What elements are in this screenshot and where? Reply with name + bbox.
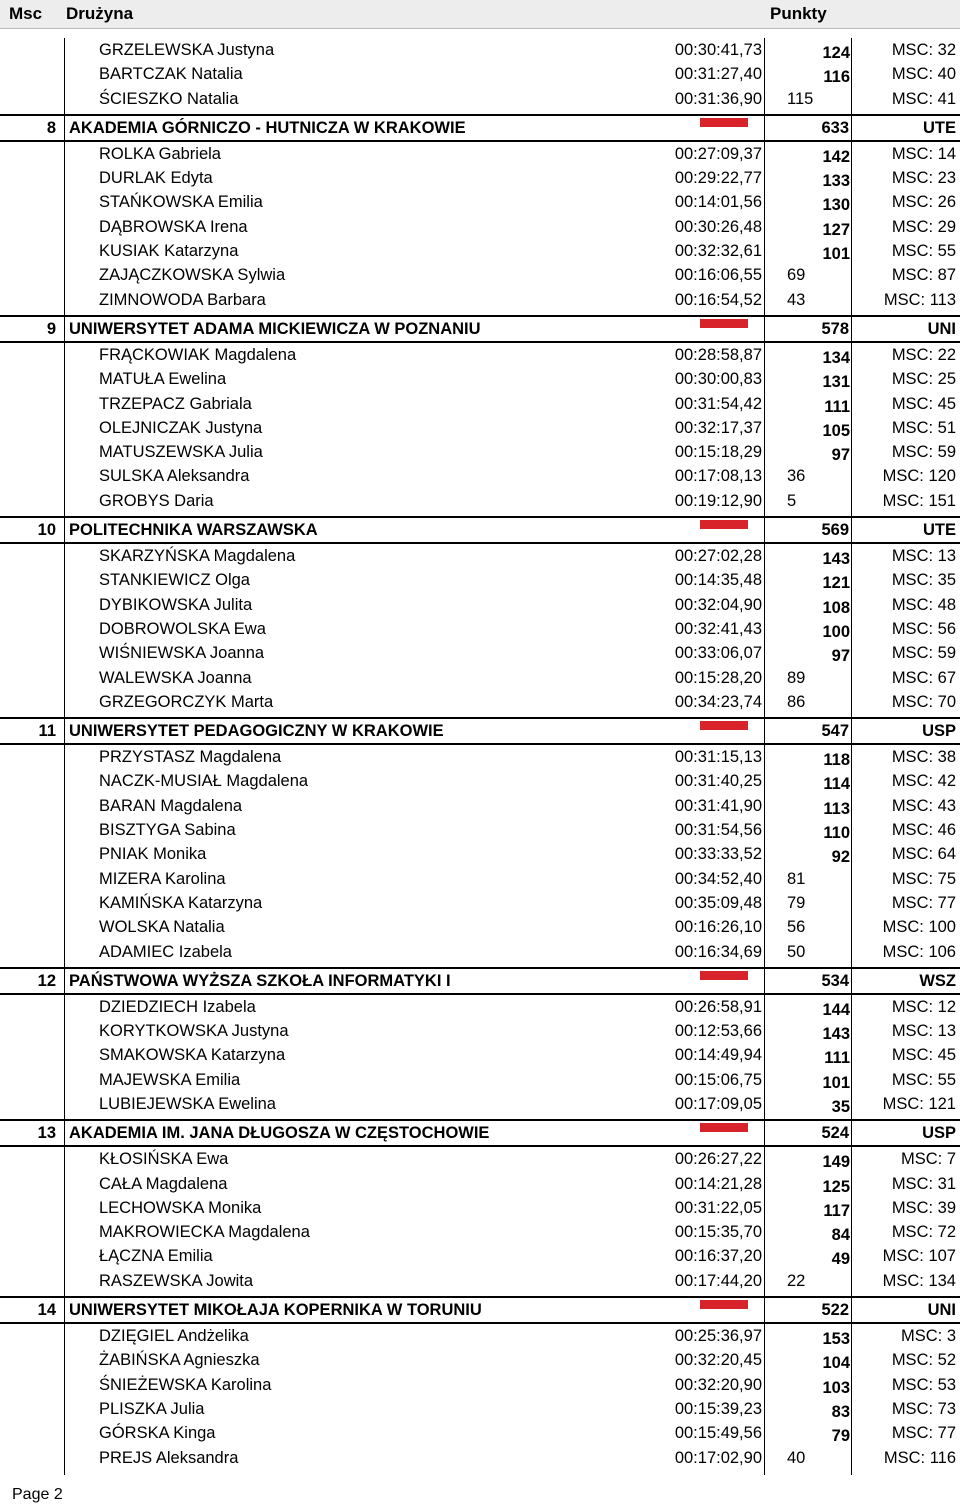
runner-place: MSC: 134 <box>882 1271 956 1290</box>
runner-place: MSC: 12 <box>891 997 956 1016</box>
runner-time: 00:14:49,94 <box>674 1046 762 1065</box>
runner-row <box>0 142 960 166</box>
runner-place: MSC: 31 <box>891 1174 956 1193</box>
team-row <box>0 114 960 142</box>
runner-place: MSC: 59 <box>891 644 956 663</box>
runner-place: MSC: 42 <box>891 772 956 791</box>
runner-points: 81 <box>787 869 806 888</box>
runner-points: 84 <box>831 1226 850 1245</box>
runner-time: 00:31:40,25 <box>674 772 762 791</box>
team-color-bar <box>700 1123 748 1132</box>
runner-name: SMAKOWSKA Katarzyna <box>99 1046 286 1065</box>
team-name: POLITECHNIKA WARSZAWSKA <box>69 521 318 540</box>
team-row <box>0 717 960 745</box>
runner-points: 89 <box>787 668 806 687</box>
runner-time: 00:15:28,20 <box>674 668 762 687</box>
runner-time: 00:31:15,13 <box>674 748 762 767</box>
runner-name: KAMIŃSKA Katarzyna <box>99 893 263 912</box>
runner-points: 111 <box>824 397 850 416</box>
runner-row <box>0 1348 960 1372</box>
runner-place: MSC: 26 <box>891 193 956 212</box>
runner-row <box>0 666 960 690</box>
runner-row <box>0 1421 960 1445</box>
runner-row <box>0 745 960 769</box>
runner-time: 00:25:36,97 <box>674 1327 762 1346</box>
runner-place: MSC: 51 <box>891 418 956 437</box>
runner-time: 00:15:39,23 <box>674 1399 762 1418</box>
runner-name: DĄBROWSKA Irena <box>99 217 248 236</box>
runner-place: MSC: 48 <box>891 595 956 614</box>
runner-row <box>0 392 960 416</box>
runner-points: 92 <box>831 848 850 867</box>
runner-points: 131 <box>822 373 850 392</box>
runner-points: 83 <box>831 1402 850 1421</box>
runner-row <box>0 593 960 617</box>
runner-name: ŚCIESZKO Natalia <box>99 89 239 108</box>
runner-time: 00:15:18,29 <box>674 443 762 462</box>
runner-time: 00:32:20,90 <box>674 1375 762 1394</box>
runner-place: MSC: 59 <box>891 443 956 462</box>
runner-name: KORYTKOWSKA Justyna <box>99 1022 289 1041</box>
runner-row <box>0 842 960 866</box>
team-name: UNIWERSYTET PEDAGOGICZNY W KRAKOWIE <box>69 722 444 741</box>
runner-name: KŁOSIŃSKA Ewa <box>99 1150 229 1169</box>
header-msc: Msc <box>9 4 43 23</box>
runner-place: MSC: 22 <box>891 345 956 364</box>
runner-name: FRĄCKOWIAK Magdalena <box>99 345 297 364</box>
runner-row <box>0 1373 960 1397</box>
runner-place: MSC: 106 <box>882 942 956 961</box>
runner-points: 124 <box>822 44 850 62</box>
runner-name: MIZERA Karolina <box>99 869 226 888</box>
runner-name: ROLKA Gabriela <box>99 144 221 163</box>
runner-points: 114 <box>823 775 850 794</box>
runner-name: MATUSZEWSKA Julia <box>99 443 263 462</box>
team-row <box>0 1296 960 1324</box>
runner-row <box>0 1244 960 1268</box>
runner-points: 133 <box>822 172 850 191</box>
header-points: Punkty <box>770 4 827 23</box>
runner-time: 00:16:26,10 <box>674 918 762 937</box>
results-table <box>0 38 960 1470</box>
runner-points: 149 <box>822 1153 850 1172</box>
runner-points: 127 <box>822 220 850 239</box>
team-row <box>0 967 960 995</box>
runner-place: MSC: 72 <box>891 1223 956 1242</box>
team-color-bar <box>700 118 748 127</box>
runner-place: MSC: 73 <box>891 1399 956 1418</box>
team-points: 547 <box>821 722 849 741</box>
runner-time: 00:17:08,13 <box>674 467 762 486</box>
runner-name: STANKIEWICZ Olga <box>99 571 250 590</box>
team-color-bar <box>700 1300 748 1309</box>
team-row <box>0 1119 960 1147</box>
runner-points: 5 <box>787 491 797 510</box>
team-rank: 13 <box>37 1124 56 1143</box>
team-code: UTE <box>923 118 956 137</box>
runner-time: 00:12:53,66 <box>674 1022 762 1041</box>
runner-name: GRZEGORCZYK Marta <box>99 692 274 711</box>
runner-place: MSC: 77 <box>891 893 956 912</box>
runner-row <box>0 1324 960 1348</box>
runner-row <box>0 769 960 793</box>
runner-name: NACZK-MUSIAŁ Magdalena <box>99 772 309 791</box>
team-points: 578 <box>821 319 849 338</box>
team-name: AKADEMIA GÓRNICZO - HUTNICZA W KRAKOWIE <box>69 118 466 137</box>
runner-time: 00:26:27,22 <box>674 1150 762 1169</box>
team-name: UNIWERSYTET MIKOŁAJA KOPERNIKA W TORUNIU <box>69 1301 482 1320</box>
runner-place: MSC: 7 <box>900 1150 956 1169</box>
runner-points: 56 <box>787 918 806 937</box>
runner-points: 86 <box>787 692 806 711</box>
runner-row <box>0 1196 960 1220</box>
runner-place: MSC: 121 <box>882 1094 956 1113</box>
runner-row <box>0 1397 960 1421</box>
runner-row <box>0 794 960 818</box>
team-code: WSZ <box>919 971 956 990</box>
runner-name: GÓRSKA Kinga <box>99 1424 216 1443</box>
runner-place: MSC: 53 <box>891 1375 956 1394</box>
runner-time: 00:15:49,56 <box>674 1424 762 1443</box>
runner-place: MSC: 55 <box>891 242 956 261</box>
runner-time: 00:27:09,37 <box>674 144 762 163</box>
runner-time: 00:34:23,74 <box>674 692 762 711</box>
runner-time: 00:31:27,40 <box>674 65 762 84</box>
runner-points: 113 <box>823 799 850 818</box>
runner-points: 101 <box>822 245 850 264</box>
team-name: AKADEMIA IM. JANA DŁUGOSZA W CZĘSTOCHOWIE <box>69 1124 490 1143</box>
runner-place: MSC: 43 <box>891 796 956 815</box>
runner-name: WOLSKA Natalia <box>99 918 225 937</box>
runner-row <box>0 1172 960 1196</box>
runner-row <box>0 690 960 714</box>
runner-row <box>0 995 960 1019</box>
runner-name: LUBIEJEWSKA Ewelina <box>99 1094 276 1113</box>
runner-time: 00:31:54,56 <box>674 821 762 840</box>
runner-time: 00:32:04,90 <box>674 595 762 614</box>
runner-points: 69 <box>787 266 806 285</box>
team-row <box>0 516 960 544</box>
runner-time: 00:32:32,61 <box>674 242 762 261</box>
runner-place: MSC: 32 <box>891 41 956 59</box>
runner-points: 153 <box>822 1330 850 1349</box>
runner-name: GROBYS Daria <box>99 491 214 510</box>
team-rank: 14 <box>37 1301 56 1320</box>
runner-name: ZAJĄCZKOWSKA Sylwia <box>99 266 286 285</box>
runner-row <box>0 617 960 641</box>
runner-name: PLISZKA Julia <box>99 1399 205 1418</box>
runner-time: 00:14:21,28 <box>674 1174 762 1193</box>
runner-time: 00:32:17,37 <box>674 418 762 437</box>
runner-name: ŻABIŃSKA Agnieszka <box>99 1351 260 1370</box>
runner-name: WIŚNIEWSKA Joanna <box>99 644 265 663</box>
runner-row <box>0 62 960 86</box>
runner-name: BISZTYGA Sabina <box>99 821 236 840</box>
team-rank: 8 <box>46 118 56 137</box>
runner-name: ZIMNOWODA Barbara <box>99 290 266 309</box>
runner-time: 00:17:44,20 <box>674 1271 762 1290</box>
runner-name: MATUŁA Ewelina <box>99 370 227 389</box>
runner-points: 142 <box>822 147 850 166</box>
runner-name: ŁĄCZNA Emilia <box>99 1247 213 1266</box>
runner-time: 00:31:54,42 <box>674 394 762 413</box>
runner-row <box>0 915 960 939</box>
runner-name: KUSIAK Katarzyna <box>99 242 239 261</box>
runner-row <box>0 1220 960 1244</box>
runner-time: 00:33:33,52 <box>674 845 762 864</box>
runner-points: 100 <box>822 622 850 641</box>
runner-row <box>0 891 960 915</box>
runner-name: STAŃKOWSKA Emilia <box>99 193 263 212</box>
team-code: UNI <box>927 319 956 338</box>
runner-points: 101 <box>822 1073 850 1092</box>
runner-row <box>0 1446 960 1470</box>
runner-points: 130 <box>822 196 850 215</box>
team-points: 633 <box>821 118 849 137</box>
runner-time: 00:31:36,90 <box>674 89 762 108</box>
team-color-bar <box>700 520 748 529</box>
runner-name: SKARZYŃSKA Magdalena <box>99 547 296 566</box>
team-code: USP <box>922 1124 956 1143</box>
runner-row <box>0 1147 960 1171</box>
runner-points: 105 <box>822 421 850 440</box>
runner-place: MSC: 13 <box>891 1022 956 1041</box>
runner-place: MSC: 38 <box>891 748 956 767</box>
runner-row <box>0 1092 960 1116</box>
runner-row <box>0 343 960 367</box>
runner-place: MSC: 35 <box>891 571 956 590</box>
runner-row <box>0 1019 960 1043</box>
runner-place: MSC: 151 <box>882 491 956 510</box>
team-color-bar <box>700 971 748 980</box>
runner-name: DZIEDZIECH Izabela <box>99 997 256 1016</box>
table-header <box>0 0 960 29</box>
runner-place: MSC: 70 <box>891 692 956 711</box>
runner-row <box>0 940 960 964</box>
runner-place: MSC: 45 <box>891 394 956 413</box>
runner-time: 00:33:06,07 <box>674 644 762 663</box>
team-code: USP <box>922 722 956 741</box>
runner-row <box>0 239 960 263</box>
runner-place: MSC: 64 <box>891 845 956 864</box>
team-points: 569 <box>821 521 849 540</box>
runner-points: 43 <box>787 290 806 309</box>
runner-points: 79 <box>787 893 806 912</box>
runner-time: 00:32:41,43 <box>674 619 762 638</box>
team-rank: 10 <box>37 521 56 540</box>
runner-place: MSC: 55 <box>891 1070 956 1089</box>
runner-points: 108 <box>822 598 850 617</box>
runner-place: MSC: 41 <box>891 89 956 108</box>
runner-place: MSC: 100 <box>882 918 956 937</box>
runner-points: 22 <box>787 1271 806 1290</box>
runner-points: 121 <box>822 574 850 593</box>
runner-time: 00:16:54,52 <box>674 290 762 309</box>
runner-time: 00:17:09,05 <box>674 1094 762 1113</box>
runner-name: DURLAK Edyta <box>99 169 213 188</box>
runner-row <box>0 288 960 312</box>
runner-points: 134 <box>822 348 850 367</box>
runner-points: 36 <box>787 467 806 486</box>
runner-time: 00:15:06,75 <box>674 1070 762 1089</box>
runner-name: BARTCZAK Natalia <box>99 65 243 84</box>
runner-place: MSC: 67 <box>891 668 956 687</box>
team-points: 534 <box>821 971 849 990</box>
runner-time: 00:29:22,77 <box>674 169 762 188</box>
runner-place: MSC: 13 <box>891 547 956 566</box>
runner-points: 117 <box>823 1201 850 1220</box>
runner-row <box>0 1043 960 1067</box>
team-rank: 12 <box>37 971 56 990</box>
runner-time: 00:32:20,45 <box>674 1351 762 1370</box>
team-points: 524 <box>821 1124 849 1143</box>
runner-place: MSC: 116 <box>883 1448 956 1467</box>
team-name: PAŃSTWOWA WYŻSZA SZKOŁA INFORMATYKI I <box>69 971 451 990</box>
runner-points: 115 <box>787 89 814 108</box>
runner-points: 143 <box>822 1025 850 1044</box>
runner-row <box>0 1269 960 1293</box>
runner-row <box>0 1068 960 1092</box>
runner-name: OLEJNICZAK Justyna <box>99 418 263 437</box>
runner-place: MSC: 113 <box>883 290 956 309</box>
runner-time: 00:16:37,20 <box>674 1247 762 1266</box>
runner-row <box>0 544 960 568</box>
runner-time: 00:16:06,55 <box>674 266 762 285</box>
runner-points: 40 <box>787 1448 806 1467</box>
runner-name: WALEWSKA Joanna <box>99 668 252 687</box>
runner-time: 00:28:58,87 <box>674 345 762 364</box>
team-color-bar <box>700 319 748 328</box>
runner-name: RASZEWSKA Jowita <box>99 1271 254 1290</box>
team-points: 522 <box>821 1301 849 1320</box>
runner-place: MSC: 3 <box>900 1327 956 1346</box>
runner-time: 00:30:26,48 <box>674 217 762 236</box>
runner-points: 104 <box>822 1354 850 1373</box>
runner-name: TRZEPACZ Gabriala <box>99 394 252 413</box>
runner-row <box>0 367 960 391</box>
runner-time: 00:14:35,48 <box>674 571 762 590</box>
runner-points: 144 <box>822 1000 850 1019</box>
runner-points: 118 <box>823 751 850 770</box>
runner-name: LECHOWSKA Monika <box>99 1198 262 1217</box>
runner-time: 00:34:52,40 <box>674 869 762 888</box>
runner-name: DZIĘGIEL Andżelika <box>99 1327 249 1346</box>
runner-name: PREJS Aleksandra <box>99 1448 239 1467</box>
runner-place: MSC: 40 <box>891 65 956 84</box>
runner-row <box>0 38 960 62</box>
runner-points: 49 <box>831 1250 850 1269</box>
runner-points: 143 <box>822 550 850 569</box>
team-code: UTE <box>923 521 956 540</box>
runner-row <box>0 440 960 464</box>
runner-time: 00:15:35,70 <box>674 1223 762 1242</box>
runner-place: MSC: 107 <box>882 1247 956 1266</box>
runner-points: 125 <box>822 1177 850 1196</box>
runner-name: CAŁA Magdalena <box>99 1174 228 1193</box>
runner-place: MSC: 87 <box>891 266 956 285</box>
runner-time: 00:16:34,69 <box>674 942 762 961</box>
runner-points: 103 <box>822 1378 850 1397</box>
runner-place: MSC: 25 <box>891 370 956 389</box>
runner-name: GRZELEWSKA Justyna <box>99 41 275 59</box>
runner-place: MSC: 29 <box>891 217 956 236</box>
runner-name: SULSKA Aleksandra <box>99 467 250 486</box>
runner-name: DYBIKOWSKA Julita <box>99 595 253 614</box>
runner-place: MSC: 45 <box>891 1046 956 1065</box>
runner-name: BARAN Magdalena <box>99 796 243 815</box>
runner-row <box>0 641 960 665</box>
runner-row <box>0 190 960 214</box>
runner-place: MSC: 23 <box>891 169 956 188</box>
runner-time: 00:26:58,91 <box>674 997 762 1016</box>
runner-place: MSC: 56 <box>891 619 956 638</box>
page-label: Page 2 <box>12 1486 63 1503</box>
runner-time: 00:14:01,56 <box>674 193 762 212</box>
team-rank: 11 <box>38 722 56 741</box>
runner-row <box>0 464 960 488</box>
team-name: UNIWERSYTET ADAMA MICKIEWICZA W POZNANIU <box>69 319 481 338</box>
runner-name: PRZYSTASZ Magdalena <box>99 748 282 767</box>
runner-points: 35 <box>831 1097 850 1116</box>
runner-time: 00:35:09,48 <box>674 893 762 912</box>
runner-place: MSC: 77 <box>891 1424 956 1443</box>
runner-place: MSC: 52 <box>891 1351 956 1370</box>
runner-place: MSC: 120 <box>882 467 956 486</box>
runner-time: 00:27:02,28 <box>674 547 762 566</box>
runner-points: 97 <box>831 446 850 465</box>
runner-row <box>0 263 960 287</box>
runner-points: 110 <box>823 824 850 843</box>
runner-place: MSC: 14 <box>891 144 956 163</box>
runner-time: 00:31:41,90 <box>674 796 762 815</box>
runner-name: ŚNIEŻEWSKA Karolina <box>99 1375 272 1394</box>
runner-row <box>0 867 960 891</box>
runner-name: MAJEWSKA Emilia <box>99 1070 241 1089</box>
runner-points: 79 <box>831 1427 850 1446</box>
runner-name: PNIAK Monika <box>99 845 207 864</box>
runner-row <box>0 416 960 440</box>
runner-place: MSC: 39 <box>891 1198 956 1217</box>
runner-name: ADAMIEC Izabela <box>99 942 232 961</box>
runner-place: MSC: 75 <box>891 869 956 888</box>
team-code: UNI <box>927 1301 956 1320</box>
runner-time: 00:17:02,90 <box>674 1448 762 1467</box>
runner-name: DOBROWOLSKA Ewa <box>99 619 266 638</box>
runner-row <box>0 87 960 111</box>
runner-points: 97 <box>831 647 850 666</box>
runner-row <box>0 166 960 190</box>
runner-points: 50 <box>787 942 806 961</box>
runner-row <box>0 489 960 513</box>
runner-name: MAKROWIECKA Magdalena <box>99 1223 310 1242</box>
runner-place: MSC: 46 <box>891 821 956 840</box>
runner-time: 00:31:22,05 <box>674 1198 762 1217</box>
runner-time: 00:30:41,73 <box>674 41 762 59</box>
team-row <box>0 315 960 343</box>
team-rank: 9 <box>46 319 56 338</box>
runner-row <box>0 568 960 592</box>
runner-time: 00:19:12,90 <box>674 491 762 510</box>
runner-points: 111 <box>824 1049 850 1068</box>
runner-row <box>0 818 960 842</box>
runner-time: 00:30:00,83 <box>674 370 762 389</box>
runner-points: 116 <box>823 68 850 87</box>
team-color-bar <box>700 721 748 730</box>
runner-row <box>0 215 960 239</box>
header-team: Drużyna <box>66 4 134 23</box>
